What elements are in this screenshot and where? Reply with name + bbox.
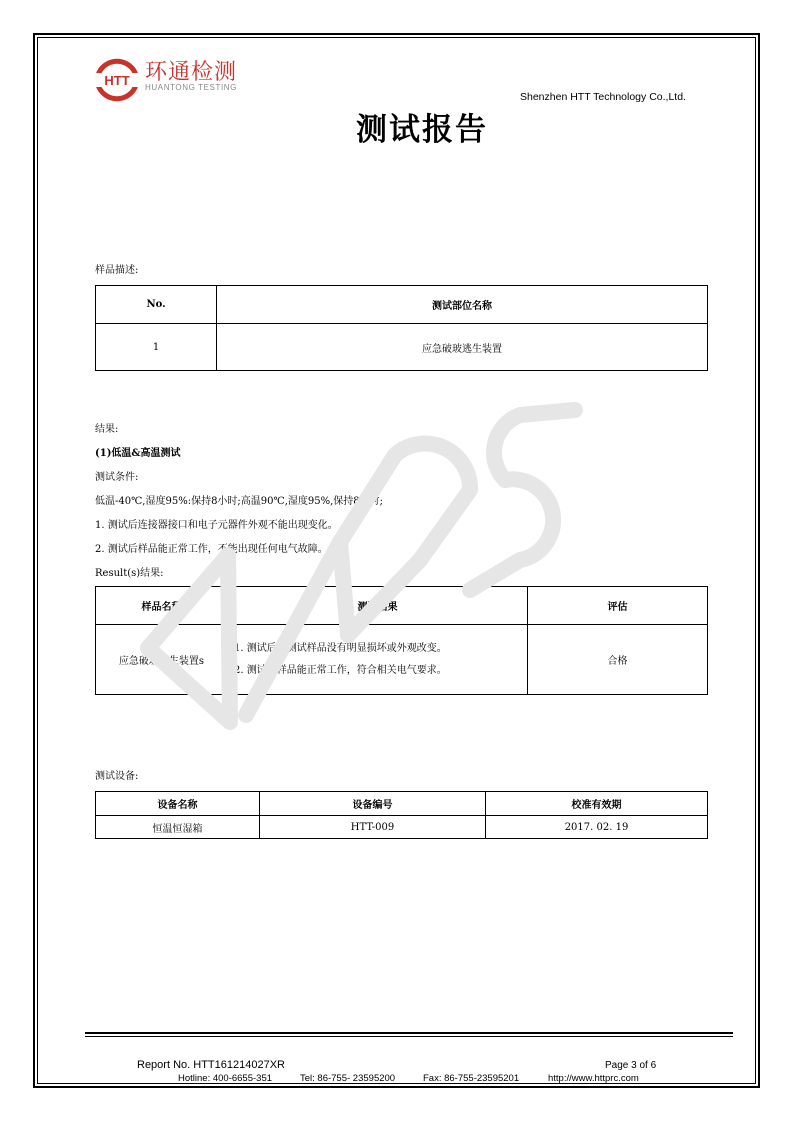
footer-rule <box>85 1032 733 1034</box>
column-header: 设备名称 <box>96 792 260 816</box>
table-header-row <box>96 587 708 625</box>
table-header-row <box>96 286 708 324</box>
footer-fax: Fax: 86-755-23595201 <box>423 1073 520 1084</box>
requirement-item: 1. 测试后连接器接口和电子元器件外观不能出现变化。 <box>95 520 338 531</box>
result-label: Result(s)结果: <box>95 568 164 579</box>
page-number: Page 3 of 6 <box>605 1060 657 1071</box>
company-name: Shenzhen HTT Technology Co.,Ltd. <box>520 91 686 103</box>
page-frame-inner <box>37 37 756 1084</box>
equipment-heading: 测试设备: <box>95 771 139 782</box>
table-cell: 2017. 02. 19 <box>486 816 708 839</box>
conditions-label: 测试条件: <box>95 472 139 483</box>
svg-text:HTT: HTT <box>104 73 130 88</box>
footer-tel: Tel: 86-755- 23595200 <box>300 1073 396 1084</box>
document-title: 测试报告 <box>356 112 488 148</box>
logo-english-name: HUANTONG TESTING <box>145 83 237 92</box>
table-cell: HTT-009 <box>260 816 486 839</box>
table-header-row <box>96 792 708 816</box>
footer-website: http://www.httprc.com <box>548 1073 639 1084</box>
footer-rule-thin <box>85 1036 733 1037</box>
results-heading: 结果: <box>95 424 119 435</box>
test-name: (1)低温&高温测试 <box>95 448 181 459</box>
requirement-item: 2. 测试后样品能正常工作，不能出现任何电气故障。 <box>95 544 328 555</box>
sample-heading: 样品描述: <box>95 265 139 276</box>
table-cell: 恒温恒湿箱 <box>96 816 260 839</box>
company-logo <box>92 55 262 105</box>
column-header: 设备编号 <box>260 792 486 816</box>
table-cell: 应急破玻逃生装置 <box>217 324 708 371</box>
logo-chinese-name: 环通检测 <box>145 60 238 85</box>
table-cell: 应急破玻逃生装置s <box>96 625 228 695</box>
table-cell: 合格 <box>528 625 708 695</box>
column-header: 校准有效期 <box>486 792 708 816</box>
table-row <box>96 816 708 839</box>
sample-table <box>95 285 708 371</box>
report-number: Report No. HTT161214027XR <box>137 1059 285 1071</box>
column-header: 测试结果 <box>228 587 528 625</box>
column-header: 样品名称 <box>96 587 228 625</box>
column-header: 评估 <box>528 587 708 625</box>
column-header: No. <box>96 286 217 324</box>
table-row <box>96 324 708 371</box>
conditions-text: 低温-40℃,湿度95%:保持8小时;高温90℃,湿度95%,保持8小时; <box>95 496 384 507</box>
footer-hotline: Hotline: 400-6655-351 <box>178 1073 273 1084</box>
column-header: 测试部位名称 <box>217 286 708 324</box>
table-row <box>96 625 708 695</box>
result-line: 2. 测试后样品能正常工作，符合相关电气要求。 <box>234 664 447 676</box>
result-cell <box>228 625 528 695</box>
result-line: 1. 测试后，测试样品没有明显损坏或外观改变。 <box>234 642 447 654</box>
table-cell: 1 <box>96 324 217 371</box>
result-table <box>95 586 708 695</box>
htt-logo-icon <box>92 55 142 105</box>
equipment-table <box>95 791 708 839</box>
